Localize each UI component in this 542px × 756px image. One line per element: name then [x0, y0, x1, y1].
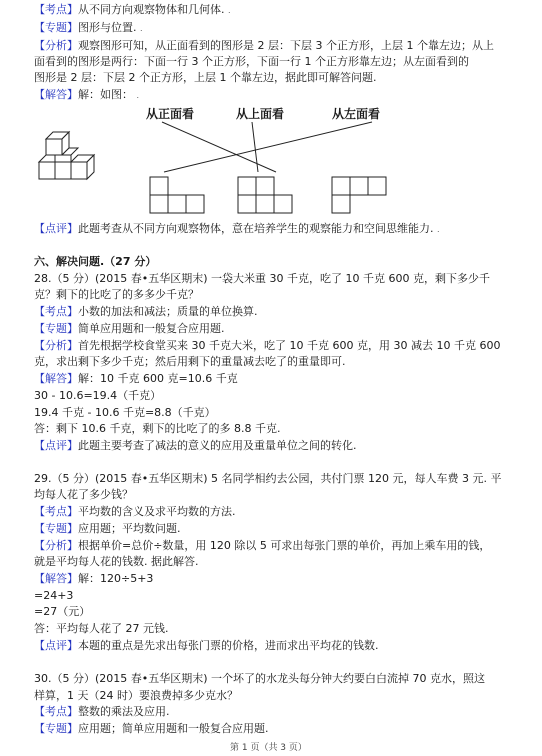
- tag-fenxi: 【分析】: [34, 339, 78, 352]
- q27-zhuanti: [34, 20, 143, 37]
- q28-dianping-text: 此题主要考查了减法的意义的应用及重量单位之间的转化.: [78, 439, 357, 452]
- q28-calc-line1: 30 - 10.6=19.4（千克）: [34, 389, 162, 402]
- q30-kaodian-text: 整数的乘法及应用.: [78, 705, 170, 718]
- q29-fenxi-line1: 根据单价=总价÷数量，用 120 除以 5 可求出每张门票的单价，再加上乘车用的钱，: [78, 539, 491, 552]
- page-footer: 第 1 页（共 3 页）: [230, 743, 307, 753]
- tag-zhuanti: 【专题】: [34, 322, 78, 335]
- q27-fenxi-line2: 面看到的图形是两行：下面一行 3 个正方形，下面一行 1 个正方形靠左边；从左面看到的: [34, 55, 469, 68]
- q28-kaodian-text: 小数的加法和减法；质量的单位换算.: [78, 305, 258, 318]
- dots-mark: .: [228, 6, 231, 15]
- q29-calc-line1: =24+3: [34, 589, 74, 602]
- three-views-figure: [34, 100, 434, 220]
- q28-fenxi-line2: 克，求出剩下多少千克；然后用剩下的重量减去吃了的重量即可.: [34, 355, 346, 368]
- q30-stem-line2: 样算，1 天（24 时）要浪费掉多少克水？: [34, 689, 238, 702]
- q29-calc-line2: =27（元）: [34, 605, 91, 618]
- q29-stem-line2: 均每人花了多少钱？: [34, 488, 133, 501]
- q28-fenxi-line1: 首先根据学校食堂买来 30 千克大米，吃了 10 千克 600 克，用 30 减去 10 千克 600: [78, 339, 501, 352]
- section-heading: 六、解决问题.（27 分）: [34, 255, 157, 268]
- dots-mark: .: [140, 24, 143, 33]
- tag-kaodian: 【考点】: [34, 305, 78, 318]
- q28-calc-line2: 19.4 千克 - 10.6 千克=8.8（千克）: [34, 406, 216, 419]
- label-left-view: 从左面看: [332, 107, 381, 121]
- q29-zhuanti-text: 应用题；平均数问题.: [78, 522, 181, 535]
- q27-jieda-text: 解：如图：: [78, 88, 133, 101]
- q30-zhuanti-text: 应用题；简单应用题和一般复合应用题.: [78, 722, 269, 735]
- dots-mark: .: [136, 91, 140, 100]
- q28-answer: 答：剩下 10.6 千克，剩下的比吃了的多 8.8 千克.: [34, 422, 281, 435]
- label-front-view: 从正面看: [146, 107, 195, 121]
- q29-answer: 答：平均每人花了 27 元钱.: [34, 622, 169, 635]
- cube-solid-drawing: [39, 132, 94, 179]
- connector-lines: [162, 122, 372, 172]
- q29-fenxi: [34, 538, 490, 554]
- q30-kaodian: [34, 704, 170, 720]
- q29-zhuanti: [34, 521, 181, 537]
- connector-left: [164, 122, 372, 172]
- dots-mark: .: [437, 225, 440, 234]
- q27-zhuanti-text: 图形与位置.: [78, 21, 137, 34]
- tag-zhuanti: 【专题】: [34, 21, 78, 34]
- tag-dianping: 【点评】: [34, 639, 78, 652]
- tag-kaodian: 【考点】: [34, 3, 78, 16]
- tag-jieda: 【解答】: [34, 372, 78, 385]
- q30-stem-line1: 30.（5 分）(2015 春•五华区期末) 一个坏了的水龙头每分钟大约要白白流掉 70 克水，照这: [34, 672, 486, 685]
- q28-zhuanti: [34, 321, 225, 337]
- connector-top: [252, 122, 258, 172]
- q28-jieda: [34, 371, 238, 387]
- q30-zhuanti: [34, 721, 269, 737]
- q27-dianping: [34, 221, 440, 238]
- q29-fenxi-line2: 就是平均每人花的钱数. 据此解答.: [34, 555, 199, 568]
- q29-kaodian-text: 平均数的含义及求平均数的方法.: [78, 505, 236, 518]
- q27-fenxi-line1: 观察图形可知，从正面看到的图形是 2 层：下层 3 个正方形，上层 1 个靠左边；从上: [78, 39, 494, 52]
- q28-kaodian: [34, 304, 258, 320]
- tag-dianping: 【点评】: [34, 439, 78, 452]
- connector-front: [162, 122, 276, 172]
- tag-zhuanti: 【专题】: [34, 722, 78, 735]
- q28-jieda-line1: 解：10 千克 600 克=10.6 千克: [78, 372, 238, 385]
- front-view-shape: [150, 177, 204, 213]
- tag-kaodian: 【考点】: [34, 505, 78, 518]
- tag-jieda: 【解答】: [34, 88, 78, 101]
- tag-kaodian: 【考点】: [34, 705, 78, 718]
- tag-dianping: 【点评】: [34, 222, 78, 235]
- tag-zhuanti: 【专题】: [34, 522, 78, 535]
- top-view-shape: [238, 177, 292, 213]
- q29-jieda-line1: 解：120÷5+3: [78, 572, 154, 585]
- q29-dianping: [34, 638, 379, 654]
- q28-fenxi: [34, 338, 500, 354]
- q29-dianping-text: 本题的重点是先求出每张门票的价格，进而求出平均花的钱数.: [78, 639, 379, 652]
- tag-fenxi: 【分析】: [34, 539, 78, 552]
- q27-kaodian-text: 从不同方向观察物体和几何体.: [78, 3, 225, 16]
- tag-fenxi: 【分析】: [34, 39, 78, 52]
- tag-jieda: 【解答】: [34, 572, 78, 585]
- q27-fenxi: [34, 38, 494, 54]
- q28-dianping: [34, 438, 357, 454]
- q29-jieda: [34, 571, 153, 587]
- q28-stem-line1: 28.（5 分）(2015 春•五华区期末) 一袋大米重 30 千克，吃了 10 千克 600 克，剩下多少千: [34, 272, 491, 285]
- q28-zhuanti-text: 简单应用题和一般复合应用题.: [78, 322, 225, 335]
- q27-fenxi-line3: 图形是 2 层：下层 2 个正方形，上层 1 个靠左边，据此即可解答问题.: [34, 71, 377, 84]
- q27-kaodian: [34, 2, 231, 19]
- label-top-view: 从上面看: [236, 107, 285, 121]
- q29-kaodian: [34, 504, 236, 520]
- q29-stem-line1: 29.（5 分）(2015 春•五华区期末) 5 名同学相约去公园，共付门票 120 元，每人车费 3 元. 平: [34, 472, 502, 485]
- q27-dianping-text: 此题考查从不同方向观察物体，意在培养学生的观察能力和空间思维能力.: [78, 222, 434, 235]
- left-view-shape: [332, 177, 386, 213]
- q28-stem-line2: 克？剩下的比吃了的多多少千克？: [34, 288, 199, 301]
